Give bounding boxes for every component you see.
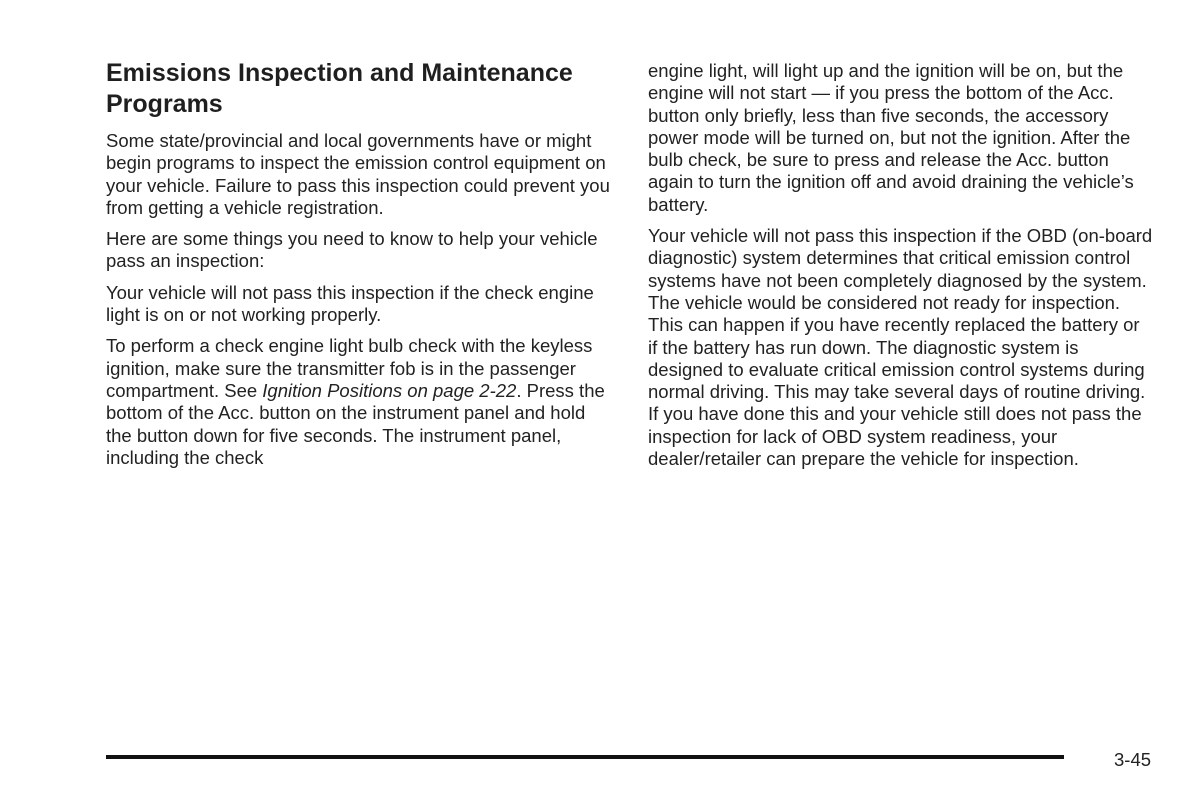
footer-rule	[106, 755, 1064, 759]
section-title: Emissions Inspection and Maintenance Programs	[106, 59, 573, 118]
paragraph-dealer-prepare: If you have done this and your vehicle still does not pass the inspection for lack of OBD system readiness, your dealer/retailer can prepare the vehicle for inspection.	[648, 403, 1142, 470]
bulb-check-text-start: To perform a check engine light bulb check with the keyless ignition, make sure the transmitter fob is in the passenger compartment. See	[106, 335, 593, 401]
left-column	[106, 58, 616, 478]
right-column	[648, 60, 1153, 479]
cross-reference-link[interactable]: Ignition Positions on page 2-22	[262, 379, 517, 401]
paragraph-bulb-check-continued: engine light, will light up and the ignition will be on, but the engine will not start — if you press the bottom of the Acc. button only briefly, less than five seconds, the accessory power mode will be turned on, but not the ignition. After the bulb check, be sure to press and release the Acc. button again to turn the ignition off and avoid draining the vehicle’s battery.	[648, 60, 1134, 215]
bulb-check-text-end: . Press the bottom of the Acc. button on the instrument panel and hold the button down for five seconds. The instrument panel, including the check	[106, 379, 605, 468]
paragraph-intro: Some state/provincial and local governments have or might begin programs to inspect the emission control equipment on your vehicle. Failure to pass this inspection could prevent you from getting a vehicle registration.	[106, 130, 610, 218]
page-number: 3-45	[1114, 749, 1152, 770]
paragraph-check-engine-light: Your vehicle will not pass this inspection if the check engine light is on or not working properly.	[106, 281, 594, 326]
paragraph-things-to-know: Here are some things you need to know to help your vehicle pass an inspection:	[106, 228, 598, 272]
paragraph-obd-readiness: Your vehicle will not pass this inspection if the OBD (on-board diagnostic) system determines that critical emission control systems have not been completely diagnosed by the system. The vehicle would be considered not ready for inspection. This can happen if you have recently replaced the battery or if the battery has run down. The diagnostic system is designed to evaluate critical emission control systems during normal driving. This may take several days of routine driving.	[648, 225, 1153, 403]
paragraph-bulb-check	[106, 335, 616, 469]
